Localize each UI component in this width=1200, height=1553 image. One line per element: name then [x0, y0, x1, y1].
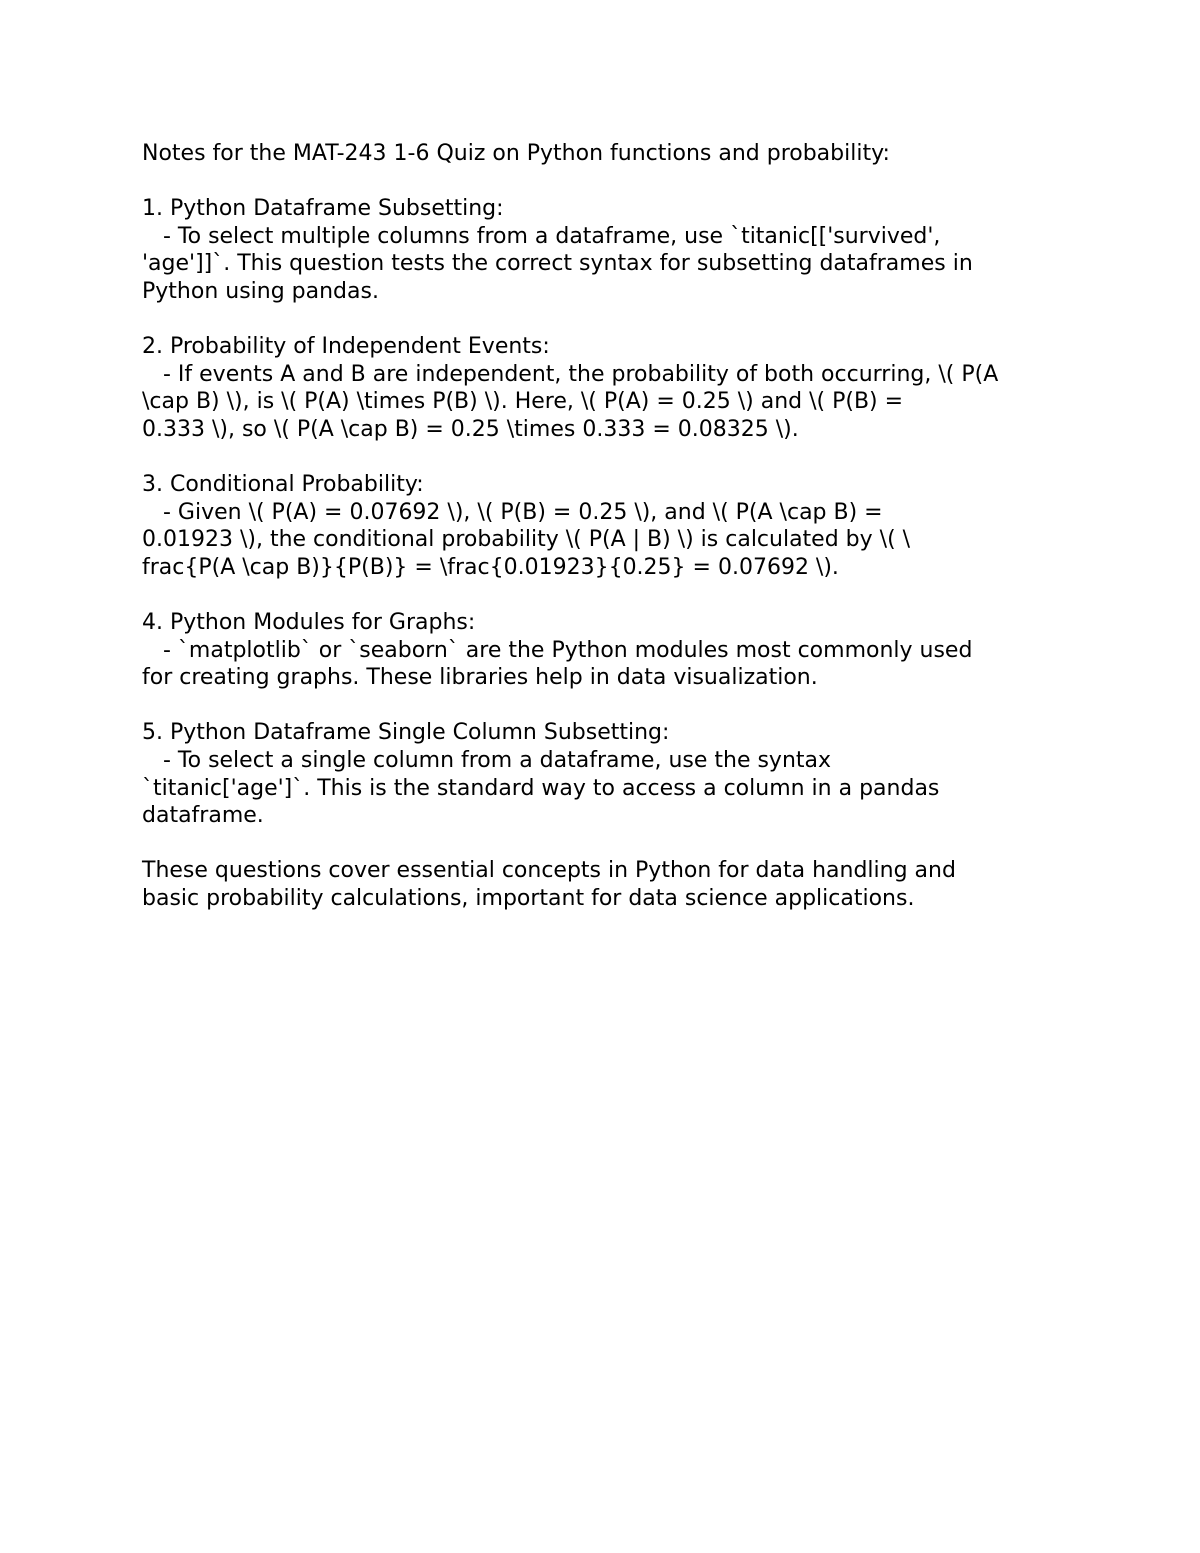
section-line: \cap B) \), is \( P(A) \times P(B) \). Here, \( P(A) = 0.25 \) and \( P(B) = [142, 389, 904, 415]
section-line: Python using pandas. [142, 278, 379, 304]
blank-line [142, 582, 1062, 610]
blank-line [142, 168, 1062, 196]
blank-line [142, 306, 1062, 334]
section-line: - `matplotlib` or `seaborn` are the Python modules most commonly used [142, 637, 973, 663]
section-line: 0.333 \), so \( P(A \cap B) = 0.25 \times 0.333 = 0.08325 \). [142, 416, 799, 442]
closing-line: These questions cover essential concepts in Python for data handling and [142, 858, 956, 884]
section-single-column-subsetting [142, 719, 1062, 829]
blank-line [142, 830, 1062, 858]
section-line: 'age']]`. This question tests the correct syntax for subsetting dataframes in [142, 251, 973, 277]
section-heading: 4. Python Modules for Graphs: [142, 610, 476, 636]
section-heading: 2. Probability of Independent Events: [142, 334, 550, 360]
section-conditional-probability [142, 471, 1062, 581]
blank-line [142, 692, 1062, 720]
document-title: Notes for the MAT-243 1-6 Quiz on Python functions and probability: [142, 141, 890, 166]
section-line: - To select a single column from a dataframe, use the syntax [142, 748, 832, 774]
closing-paragraph [142, 857, 1062, 912]
section-line: - Given \( P(A) = 0.07692 \), \( P(B) = 0.25 \), and \( P(A \cap B) = [142, 499, 883, 525]
section-line: dataframe. [142, 803, 264, 829]
section-heading: 1. Python Dataframe Subsetting: [142, 196, 504, 222]
section-heading: 3. Conditional Probability: [142, 472, 424, 498]
section-dataframe-subsetting [142, 195, 1062, 305]
section-line: for creating graphs. These libraries help in data visualization. [142, 665, 818, 691]
section-heading: 5. Python Dataframe Single Column Subsetting: [142, 720, 670, 746]
section-line: `titanic['age']`. This is the standard way to access a column in a pandas [142, 775, 940, 801]
section-line: - To select multiple columns from a dataframe, use `titanic[['survived', [142, 223, 941, 249]
section-independent-events [142, 333, 1062, 443]
section-graph-modules [142, 609, 1062, 692]
blank-line [142, 444, 1062, 472]
section-line: - If events A and B are independent, the probability of both occurring, \( P(A [142, 361, 999, 387]
section-line: 0.01923 \), the conditional probability \( P(A | B) \) is calculated by \( \ [142, 527, 911, 553]
section-line: frac{P(A \cap B)}{P(B)} = \frac{0.01923}{0.25} = 0.07692 \). [142, 554, 839, 580]
document-body [142, 140, 1062, 913]
closing-line: basic probability calculations, important for data science applications. [142, 886, 915, 912]
